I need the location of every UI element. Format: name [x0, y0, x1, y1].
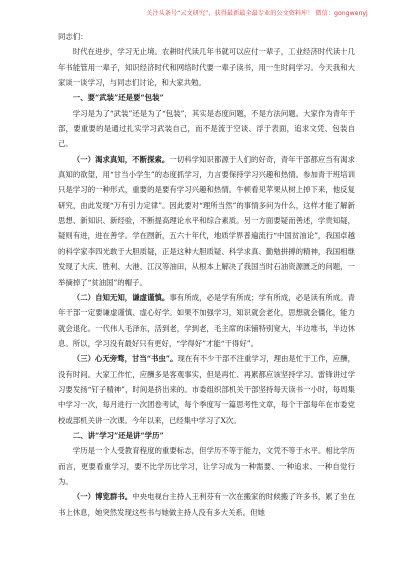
subsection-2-title: （二）自知无知，谦虚谨慎。: [72, 292, 170, 302]
subsection-1: [58, 152, 355, 290]
section-heading-1: 一、要“武装”还是要“包装”: [72, 93, 164, 103]
subsection-3-title: （三）心无旁骛，甘当“书虫”。: [72, 354, 178, 364]
subsection-3-body: 现在有不少干部不注重学习，理由是忙于工作，应酬，没有时间。大家工作忙，应酬多是客观事实，但是再忙、再累都应该坚持学习。雷锋讲过学习要发扬“钉子精神”，时间是挤出来的。市委组织部机关干部坚持每天读书一小时，每周集中学习一次，每月进行一次团卷考试，每个季度写一篇思考性文章，每个干部每年在市委党校或部机关讲一次课。今年以来，已经集中学习了X次。: [58, 354, 355, 425]
intro-paragraph: 时代在进步，学习无止境。农耕时代读几年书就可以应付一辈子，工业经济时代读十几年书能管用一辈子，知识经济时代和网络时代要一辈子读书，用一生时间学习。今天我和大家谈一谈学习，与同志们讨论，和大家共勉。: [58, 47, 355, 88]
document-body: [58, 29, 355, 520]
watermark-banner: [122, 10, 392, 19]
subsection-2: [58, 290, 355, 351]
subsection-4-body: 中央电视台主持人王利芬有一次在搬家的时候搬了许多书，累了坐在书上休息，她突然发现这些书与她做主持人没有多大关系。但她: [58, 492, 355, 517]
section-heading-2: 二、讲“学习”还是讲“学历”: [72, 430, 164, 440]
subsection-2-body: 事有所成，必是学有所成；学有所成，必是读有所成。青年干部一定要谦虚谨慎、虚心好学。如果不加强学习，知识就会老化，思想就会僵化，能力就会退化。一代伟人毛泽东，活到老，学到老，毛主席的床铺特别宽大，半边堆书，半边休息。所以，学习没有最好只有更好，“学得好”才能“干得好”。: [58, 292, 355, 348]
subsection-4-title: （一）博览群书。: [72, 492, 133, 502]
subsection-3: [58, 351, 355, 428]
subsection-4: [58, 489, 355, 520]
subsection-1-body: 一切科学知识都源于人们的好奇，青年干部都应当有渴求真知的欲望，用“甘当小学生”的态度抓学习，力言要保持学习兴趣和热情。参加青干班培训只是学习的一种形式，重要的是要有学习兴趣和热情。牛顿看见苹果从树上掉下来，他反复研究，由此发现“万有引力定律”。因此要对“理所当然”的事情多问为什么，这样才能了解新思想、新知识、新经验，不断提高理论水平和综合素质。另一方面要疑而善述，学贵知疑，疑则有进，进在善学。学在囫新，五六十年代，地质学界普遍流行“中国贫油论”，我国卓越的科学家李四光敢于大胆质疑，正是这种大胆质疑、科学求真、勤勉拼搏的精神，我国相继发现了大庆、胜利、大港、江汉等油田，从根本上解决了我国当时石油资源匮乏的问题，一举摘掉了“贫油国”的帽子。: [58, 154, 355, 287]
greeting: 同志们：: [58, 32, 88, 41]
section1-paragraph: 学习是为了“武装”还是为了“包装”，其实是态度问题，不是方法问题。大家作为青年干部，要重要的是通过扎实学习武装自己，而不是流于空谈、浮于表面，追求文凭、包装自己。: [58, 108, 355, 149]
section2-paragraph: 学历是一个人受教育程度的重要标志，但学历不等于能力，文凭不等于水平。相比学历而言，更要看重学习，要不比学历比学习，让学习成为一种需要、一种追求、一种自觉行为。: [58, 446, 355, 486]
watermark-text: 关注头条号“云文研究”，获得最新最全最专业的公文资料库！ 微信：gongwenyj: [146, 10, 368, 17]
subsection-1-title: （一）渴求真知，不断探索。: [72, 154, 170, 164]
